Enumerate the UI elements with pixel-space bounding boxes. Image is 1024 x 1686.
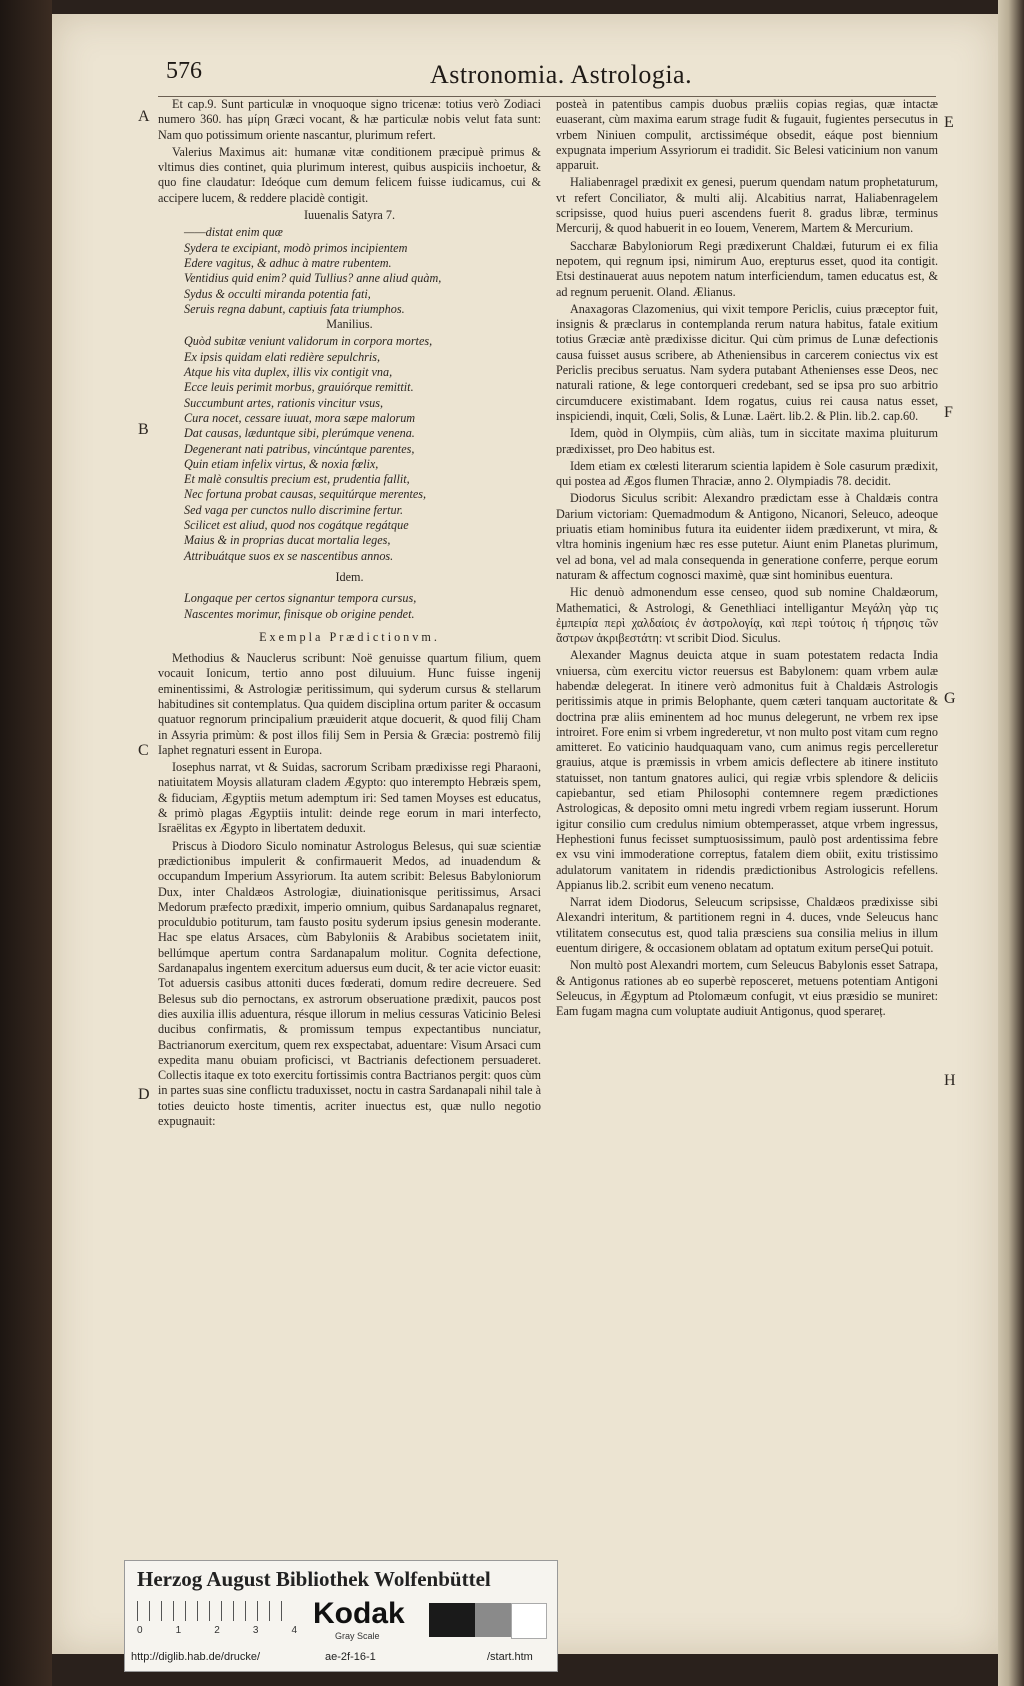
right-paragraph-5: Idem, quòd in Olympiis, cùm aliàs, tum in siccitate maxima pluiturum prædixisset, pro Deo habitus est. (556, 426, 938, 456)
verse-line: Maius & in proprias ducat mortalia leges, (184, 533, 391, 548)
verse-line: Scilicet est aliud, quod nos cogátque regátque (184, 518, 409, 533)
black-swatch (429, 1603, 475, 1637)
verse-line: Atque his vita duplex, illis vix contigit vna, (184, 365, 393, 380)
left-paragraph-2: Valerius Maximus ait: humanæ vitæ conditionem præcipuè primus & vltimus dies continet, quia plurimum interest, quibus auspiciis inchoetur, & quo fine claudatur: Ideóque cum demum felicem fuisse iudicamus, cui & accipere lucem, & reddere placidè contigit. (158, 144, 541, 205)
left-column (158, 97, 541, 1131)
running-head: Astronomia. Astrologia. (430, 60, 693, 89)
margin-letter-h: H (944, 1072, 956, 1089)
margin-letter-d: D (138, 1086, 150, 1103)
verse-line: Edere vagitus, & adhuc à matre rubentem. (184, 255, 392, 270)
verse-line: Cura nocet, cessare iuuat, mora sæpe malorum (184, 410, 416, 425)
right-paragraph-3: Saccharæ Babyloniorum Regi prædixerunt Chaldæi, futurum ei ex filia nepotem, qui regnum ipsi, nimirum Auo, erepturus esset, quod ita contigit. Etsi destinauerat auus nepotem natum interficiendum, tamen educatus est, & ad regnum peruenit. Oland. Ælianus. (556, 238, 938, 299)
verse-line: Attribuátque suos ex se nascentibus annos. (184, 548, 394, 563)
margin-letter-f: F (944, 404, 953, 421)
right-paragraph-8: Hic denuò admonendum esse censeo, quod sub nomine Chaldæorum, Mathematici, & Astrologi, & Genethliaci intelligantur Μεγάλη γὰρ τις ἐμπειρία περὶ χαλδαίοις ἐν ἀστρολογίᾳ, καὶ περὶ τούτοις ἡ τήρησις τῶν ἄστρων ἀκριβεστάτη: vt scribit Diod. Siculus. (556, 585, 938, 646)
start-page: /start.htm (487, 1651, 533, 1663)
library-name: Herzog August Bibliothek Wolfenbüttel (137, 1567, 491, 1591)
verse-line: Et malè consultis precium est, prudentia fallit, (184, 472, 410, 487)
verse-block-2 (184, 334, 541, 563)
left-paragraph-5: Priscus à Diodoro Siculo nominatur Astrologus Belesus, qui suæ scientiæ prædictionibus impulerit & confirmauerit Medos, ad inuadendum & occupandum Imperium Assyriorum. Ita autem scribit: Belesus Babyloniorum Dux, inter Chaldæos Astrologiæ, diuinationisque peritissimus, Arsaci Medorum præfecto prædixit, imperio omnium, quibus Sardanapalus regnaret, proculdubio potiturum, tam fausto positu syderum ipsius genesin moderante. Hac spe elatus Arsaces, cùm Babyloniis & Arabibus societatem iniit, bellúmque apertum contra Sardanapalum molitur. Cognita defectione, Sardanapalus ingentem exercitum aduersus eum ducit, & ter acie victor euasit: Tot aduersis casibus attoniti duces fœderati, domum redire decreuere. Sed Belesus sub dio pernoctans, ex astrorum obseruatione prædixit, paucos post dies auxilia illis aduentura, résque illorum in melius cessuras Vaticinio Belesi ducibus confirmatis, & promissum tempus expectantibus nunciatur, Bactrianorum exercitum, quem rex exspectabat, aduentare: Visum Arsaci cum expedita manu obuiam proficisci, vt Bactrianis defectionem persuaderet. Collectis itaque ex toto exercitu fortissimis contra Bactrianos pergit: quos cùm in partes suas sine conflictu traduxisset, noctu in castra Sardanapali nihil tale à toties deuicto hoste timentis, acriter inuectus est, quæ nullo negotio expugnauit: (158, 838, 541, 1128)
right-paragraph-6: Idem etiam ex cœlesti literarum scientia lapidem è Sole casurum prædixit, qui postea ad Ægos flumen Thraciæ, anno 2. Olympiadis 78. decidit. (556, 458, 938, 489)
scale-number: 3 (252, 1625, 259, 1636)
right-paragraph-2: Haliabenragel prædixit ex genesi, puerum quendam natum prophetaturum, vt refert Conciliator, & multi alij. Alcabitius narrat, Haliabenragelem scripsisse, quod huius pueri ascendens fuerit 8. gradus libræ, terminus Mercurij, & quod habuerit in eo Iouem, Venerem, Martem & Mercurium. (556, 175, 938, 236)
verse-line: ——distat enim quæ (184, 225, 283, 240)
right-column (556, 97, 938, 1022)
left-paragraph-3: Methodius & Nauclerus scribunt: Noë genuisse quartum filium, quem vocauit Ionicum, tertio anno post diluuium. Hunc fuisse ingenij eminentissimi, & Astrologiæ peritissimum, qui syderum cursus & stellarum habitudines sit contemplatus. Qua quidem disciplina ortum pariter & occasum quatuor regnorum principalium præuiderit atque docuerit, & quod filij Cham in Assyria primùm: & post illos filij Sem in Persia & Græcia: postremò filij Iaphet regnaturi essent in Europa. (158, 651, 541, 757)
kodak-logo: Kodak (313, 1597, 405, 1630)
verse-block-1 (184, 225, 541, 317)
margin-letter-c: C (138, 742, 149, 759)
scale-number: 2 (214, 1625, 220, 1636)
gray-swatch (475, 1603, 511, 1637)
gray-scale-label: Gray Scale (335, 1631, 380, 1641)
verse-line: Ecce leuis perimit morbus, grauiórque remittit. (184, 380, 414, 395)
right-paragraph-7: Diodorus Siculus scribit: Alexandro prædictam esse à Chaldæis contra Darium victoriam: Quemadmodum & Antigono, Nicanori, Seleuco, adeoque priuatis etiam hominibus futura ita euidenter iidem prædixerunt, vt mira, & vltra hominis ingenium hæc res esse putetur. Aiunt enim Planetas plurimum, vel ad bona, vel ad mala consequenda in generatione conferre, perque eorum naturam & affectum cognosci maximè, quæ sint hominibus euentura. (556, 491, 938, 582)
gray-scale-ruler (137, 1601, 287, 1621)
page-edge (998, 0, 1024, 1686)
idem-reference: Idem. (335, 569, 364, 584)
margin-letter-b: B (138, 421, 149, 438)
shelf-signature: ae-2f-16-1 (325, 1651, 376, 1663)
left-paragraph-1: Et cap.9. Sunt particulæ in vnoquoque signo tricenæ: totius verò Zodiaci numero 360. has μίρη Græci vocant, & hæ particulæ nobis velut fata sunt: Nam quo potissimum oriente nascantur, plurimum refert. (158, 97, 541, 142)
verse-line: Nascentes morimur, finisque ob origine pendet. (184, 606, 415, 621)
verse-line: Seruis regna dabunt, captiuis fata triumphos. (184, 301, 405, 316)
margin-letter-g: G (944, 690, 956, 707)
section-heading: Exempla Prædictionvm. (259, 629, 440, 644)
verse-line: Sydera te excipiant, modò primos incipientem (184, 240, 408, 255)
page-number: 576 (166, 58, 202, 84)
margin-letter-e: E (944, 114, 954, 131)
verse-line: Nec fortuna probat causas, sequitúrque merentes, (184, 487, 427, 502)
scale-numbers (137, 1625, 297, 1636)
manilius-reference: Manilius. (326, 317, 373, 332)
verse-line: Sydus & occulti miranda potentia fati, (184, 286, 371, 301)
scale-number: 4 (291, 1625, 297, 1636)
verse-line: Degenerant nati patribus, vincúntque parentes, (184, 441, 415, 456)
right-paragraph-1: posteà in patentibus campis duobus præliis copias regias, quæ intactæ euaserant, cùm maxima earum strage fudit & fugauit, fugientes persecutus in vrbem Niniuen compulit, arctissiméque obsedit, eáque post biennium expugnata imperium Assyriorum ei tradidit. Sic Belesi vaticinium non vanum apparuit. (556, 97, 938, 173)
right-paragraph-10: Narrat idem Diodorus, Seleucum scripsisse, Chaldæos prædixisse sibi Alexandri interitum, & partitionem regni in 4. duces, vnde Seleucus hanc vtilitatem consecutus est, quod talia præsciens sua consilia melius in illum euentum dirigere, & occasionem oblatam ad optatum exitum perseQui potuit. (556, 895, 938, 956)
juvenal-reference: Iuuenalis Satyra 7. (303, 208, 396, 223)
verse-line: Sed vaga per cunctos nullo discrimine fertur. (184, 502, 404, 517)
white-swatch (511, 1603, 547, 1639)
source-url: http://diglib.hab.de/drucke/ (131, 1651, 261, 1663)
verse-line: Longaque per certos signantur tempora cursus, (184, 591, 417, 606)
right-paragraph-9: Alexander Magnus deuicta atque in suam potestatem redacta India vniuersa, cùm exercitu victor reuersus est Babylonem: quam vrbem aulæ habendæ delegerat. In itinere verò admonitus fuit à Chaldæis Astrologis peritissimis atque in primis Belophante, quem cæteri tanquam auctoritate & doctrina præ aliis eminentem ad hoc munus delegerunt, ne vrbem rex ipse introiret. Fore enim si vrbem ingrederetur, vt non multo post vitam cum regno amitteret. Eo vaticinio haudquaquam vano, cum animus regis percelleretur grauius, atque is præmissis in vrbem amicis deflectere ab itinere institutо statuisset, non tantum gnatores aulici, qui regiæ vrbis splendore & deliciis capiebantur, sed etiam Philosophi contemnere regem prædictiones Astrologicas, & deposito omni metu ingredi vrbem regiam iusserunt. Horum igitur consilio cum credulus nimium obtemperasset, atque vrbem ingressus, Hephestioni funus fecisset sumptuosissimum, paulò post ardentissima febre ex vsu vini immoderatione correptus, fatalem diem obiit, exitu tristissimo adulatorum vanitatem in ridendis prædictionibus Astrologicis refellens. Appianus lib.2. scribit eum veneno necatum. (556, 648, 938, 892)
scale-number: 1 (175, 1625, 182, 1636)
verse-line: Quòd subitæ veniunt validorum in corpora mortes, (184, 334, 433, 349)
margin-letter-a: A (138, 108, 150, 125)
scale-number: 0 (137, 1625, 143, 1636)
verse-line: Succumbunt artes, rationis vincitur vsus, (184, 395, 384, 410)
verse-line: Ex ipsis quidam elati redière sepulchris, (184, 349, 381, 364)
right-paragraph-11: Non multò post Alexandri mortem, cum Seleucus Babylonis esset Satrapa, & Antigonus rationes ab eo superbè reposceret, metuens potentiam Antigoni Seleucus, in Ægyptum ad Ptolomæum confugit, vt eius præsidio se muniret: Eam fugam magna cum voluptate audiuit Antigonus, quod sperareț. (556, 958, 938, 1019)
left-paragraph-4: Iosephus narrat, vt & Suidas, sacrorum Scribam prædixisse regi Pharaoni, natiuitatem Moysis allaturam cladem Ægypto: quo interempto Hebræis spem, & fiduciam, Ægyptiis metum ademptum iri: Sed tamen Moyses est educatus, & primò plagas Ægyptiis intulit: deinde rege eorum in mari interfecto, Israëlitas ex Ægypto in libertatem deduxit. (158, 760, 541, 836)
binding-shadow (0, 0, 52, 1686)
verse-line: Quin etiam infelix virtus, & noxia fœlix, (184, 456, 379, 471)
verse-line: Ventidius quid enim? quid Tullius? anne aliud quàm, (184, 271, 442, 286)
right-paragraph-4: Anaxagoras Clazomenius, qui vixit tempore Periclis, cuius præceptor fuit, insignis & præclarus in contemplanda rerum natura habitus, fatale exitium totius Græciæ antè prædixisse dicitur. Qui cùm primus de Lunæ defectionis causa fuisset ausus scribere, ab Atheniensibus in carcerem coniectus vix est Periclis precibus seruatus. Nam sydera putabant Athenienses esse Deos, nec naturali ratione, & lege contorqueri credebant, sed se ipsa pro suo arbitrio circumducere existimabant. Idem rogatus, cuius rei causa natus esset, inspiciendi, inquit, Cœli, Solis, & Lunæ. Laërt. lib.2. & Plin. lib.2. cap.60. (556, 301, 938, 423)
verse-block-3 (184, 591, 541, 622)
library-stamp (124, 1560, 558, 1672)
verse-line: Dat causas, læduntque sibi, plerúmque venena. (184, 426, 415, 441)
